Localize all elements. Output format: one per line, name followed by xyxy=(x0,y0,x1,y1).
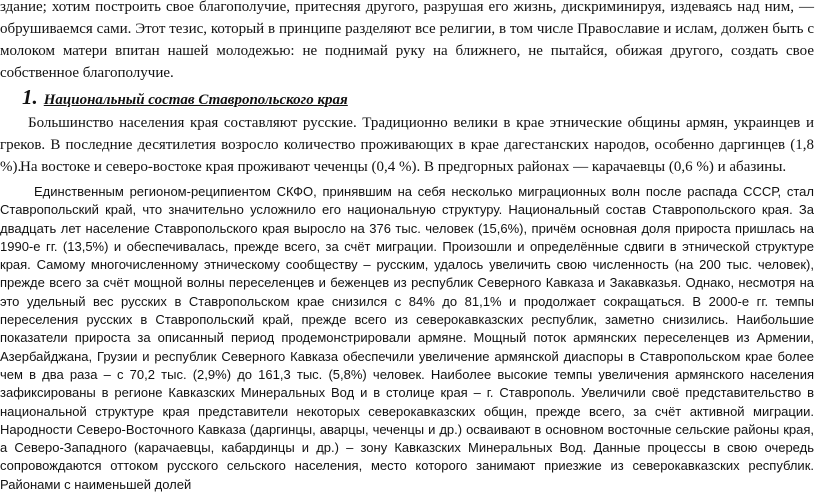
migration-paragraph: Единственным регионом-реципиентом СКФО, принявшим на себя несколько миграционных волн после распада СССР, стал Ставропольский край, что значительно усложнило его национальную структуру. Национальный состав Ставропольского края. За двадцать лет население Ставропольского края выросло на 376 тыс. человек (15,6%), причём основная доля прироста пришлась на 1990-е гг. (13,5%) и обеспечивалась, прежде всего, за счёт миграции. Произошли и определённые сдвиги в этнической структуре края. Самому многочисленному этническому сообществу – русским, удалось увеличить свою численность (на 200 тыс. человек), прежде всего за счёт мощной волны переселенцев и беженцев из республик Северного Кавказа и Закавказья. Однако, несмотря на это удельный вес русских в Ставропольском крае снизился с 84% до 81,1% и продолжает сокращаться. В 2000-е гг. темпы переселения русских в Ставропольский край, прежде всего из северокавказских республик, заметно снизились. Наибольшие показатели прироста за описанный период продемонстрировали армяне. Мощный поток армянских переселенцев из Армении, Азербайджана, Грузии и республик Северного Кавказа обеспечили увеличение армянской диаспоры в Ставропольском крае более чем в два раза – с 70,2 тыс. (2,9%) до 161,3 тыс. (5,8%) человек. Наиболее высокие темпы увеличения армянского населения зафиксированы в регионе Кавказских Минеральных Вод и в столице края – г. Ставрополь. Увеличили своё представительство в национальной структуре края представители некоторых северокавказских общин, прежде всего, за счёт активной миграции. Народности Северо-Восточного Кавказа (даргинцы, аварцы, чеченцы и др.) осваивают в основном восточные сельские районы края, а Северо-Западного (карачаевцы, кабардинцы и др.) – зону Кавказских Минеральных Вод. Данные процессы в свою очередь сопровождаются оттоком русского сельского населения, место которого занимают приезжие из северокавказских республик. Районами с наименьшей долей xyxy=(0,184,814,492)
section-title: Национальный состав Ставропольского края xyxy=(43,92,348,108)
majority-paragraph: Большинство населения края составляют русские. Традиционно велики в крае этнические общины армян, украинцев и греков. В последние десятилетия возросло количество проживающих в крае дагестанских народов, особенно даргинцев (1,8 %). xyxy=(0,115,814,175)
intro-paragraph: здание; хотим построить свое благополучие, притесняя другого, разрушая его жизнь, дискриминируя, издеваясь над ним, — обрушиваемся сами. Этот тезис, который в принципе разделяют все религии, в том числе Православие и ислам, должен быть с молоком матери впитан нашей молодежью: не поднимай руку на ближнего, не пытайся, обижая другого, создать свое собственное благополучие. xyxy=(0,0,814,81)
east-paragraph: На востоке и северо-востоке края проживают чеченцы (0,4 %). В предгорных районах — карачаевцы (0,6 %) и абазины. xyxy=(20,159,787,175)
section-number: 1. xyxy=(22,85,38,109)
section-heading xyxy=(22,86,348,111)
